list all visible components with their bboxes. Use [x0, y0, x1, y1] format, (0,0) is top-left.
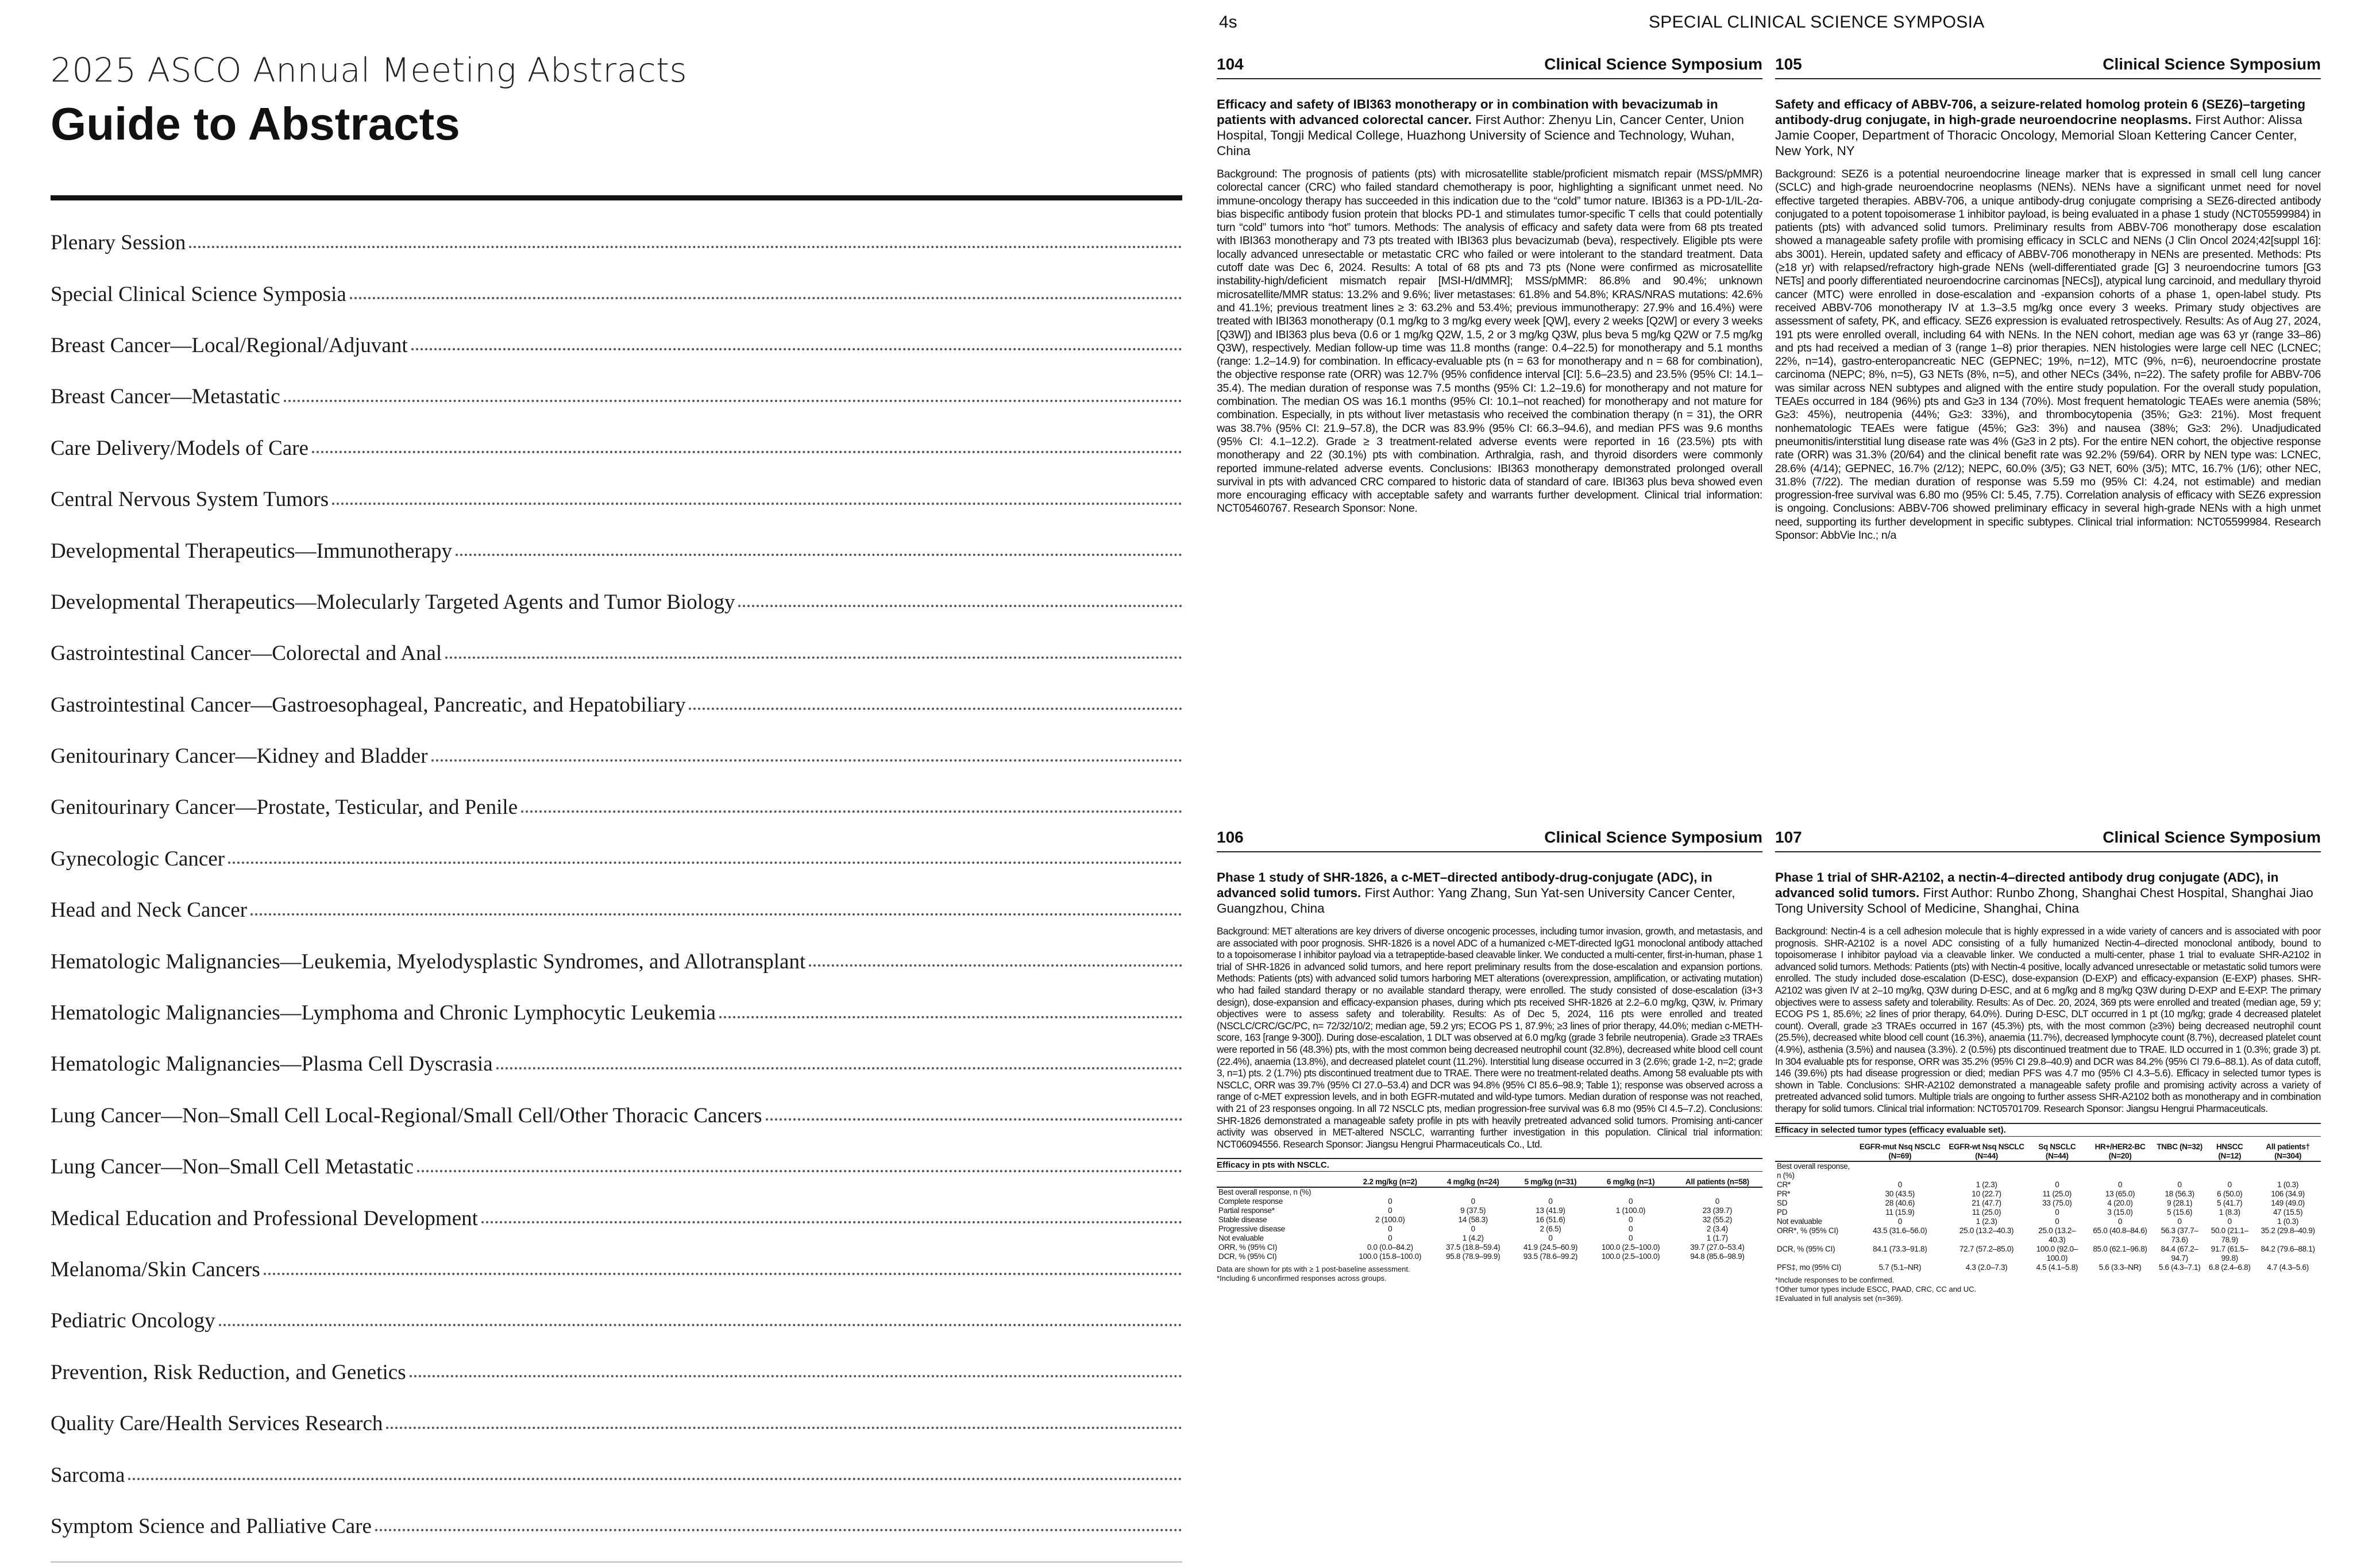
- table-cell: 0: [2177, 1180, 2182, 1189]
- toc-leader-dots: [738, 605, 1182, 607]
- table-cell: 0: [2055, 1207, 2059, 1216]
- guide-toc: [51, 217, 1182, 1552]
- table-cell: [2029, 1161, 2085, 1180]
- table-cell: 11 (25.0): [2042, 1189, 2072, 1198]
- table-caption: Efficacy in pts with NSCLC.: [1217, 1158, 1762, 1172]
- toc-leader-dots: [189, 246, 1182, 248]
- table-cell: 0: [2227, 1180, 2232, 1189]
- abstract-author: First Author: Runbo Zhong, Shanghai Chest Hospital, Shanghai Jiao Tong University School of Medicine, Shanghai, China: [1775, 886, 2313, 916]
- table-header-cell: [1775, 1142, 1856, 1161]
- table-cell: 1 (2.3): [1976, 1180, 1997, 1189]
- table-header-cell: [1217, 1177, 1346, 1187]
- abstract-body: Background: SEZ6 is a potential neuroendocrine lineage marker that is expressed in small cell lung cancer (SCLC) and high-grade neuroendocrine neoplasms (NENs). NENs have a significant unmet need for novel effective targeted therapies. ABBV-706, a unique antibody-drug conjugate comprising a SEZ6-directed antibody conjugated to a potent topoisomerase 1 inhibitor payload, is being evaluated in a phase 1 study (NCT05599984) in patients (pts) with advanced solid tumors. Preliminary results from ABBV-706 monotherapy dose escalation showed a manageable safety profile with promising efficacy in SCLC and NENs (J Clin Oncol 2024;42[suppl 16]: abs 3001). Herein, updated safety and efficacy of ABBV-706 monotherapy in NENs are presented. Methods: Pts (≥18 yr) with relapsed/refractory high-grade NENs (well-differentiated grade [G] 3 neuroendocrine tumors [G3 NETs] and poorly differentiated neuroendocrine carcinomas [NECs]), atypical lung carcinoid, and medullary thyroid cancer (MTC) were enrolled in dose-escalation and -expansion cohorts of a phase 1, open-label study. Pts received ABBV-706 monotherapy IV at 1.3–3.5 mg/kg once every 3 weeks. Primary study objectives are assessment of safety, PK, and efficacy. SEZ6 expression is evaluated retrospectively. Results: As of Aug 27, 2024, 191 pts were enrolled overall, including 64 with NENs. In the NEN cohort, median age was 63 yr (range 33–86) and pts had received a median of 3 (range 1–8) prior therapies. NEN histologies were large cell NEC (LCNEC; 22%, n=14), gastro-enteropancreatic NEC (GEPNEC; 19%, n=12), MTC (9%, n=6), neuroendocrine prostate carcinoma (NEPC; 8%, n=5), G3 NETs (8%, n=5), and other NECs (34%, n=22). The safety profile for ABBV-706 was similar across NEN subtypes and aligned with the entire study population. For the overall study population, TEAEs occurred in 184 (96%) pts and G≥3 in 134 (70%). Most frequent hematologic TEAEs were anemia (58%; G≥3: 45%), neutropenia (44%; G≥3: 33%), and thrombocytopenia (35%; G≥3: 21%). Most frequent nonhematologic TEAEs were fatigue (45%; G≥3: 3%) and nausea (38%; G≥3: 2%). Unadjudicated pneumonitis/interstitial lung disease rate was 4% (G≥3 in 2 pts). For the entire NEN cohort, the objective response rate (ORR) was 31.3% (20/64) and the clinical benefit rate was 92.2% (59/64). ORR by NEN type was: LCNEC, 28.6% (4/14); GEPNEC, 16.7% (2/12); NEPC, 60.0% (3/5); G3 NET, 60% (3/5); MTC, 16.7% (1/6); other NEC, 31.8% (7/22). The median duration of response was 5.59 mo (95% CI: 4.24, not estimable) and median progression-free survival was 6.80 mo (95% CI: 5.45, 7.75). Correlation analysis of efficacy with SEZ6 expression is ongoing. Conclusions: ABBV-706 showed preliminary efficacy in several high-grade NENs with a high unmet need, supporting its further development in specific subtypes. Clinical trial information: NCT05599984. Research Sponsor: AbbVie Inc.; n/a: [1775, 168, 2321, 542]
- table-cell: [1346, 1187, 1434, 1197]
- toc-entry-label: Sarcoma: [51, 1463, 128, 1488]
- toc-leader-dots: [689, 708, 1182, 710]
- toc-leader-dots: [228, 862, 1182, 864]
- table-cell: 1 (8.3): [2219, 1207, 2240, 1216]
- table-cell: [1512, 1187, 1590, 1197]
- table-note: Data are shown for pts with ≥ 1 post-baseline assessment.: [1217, 1265, 1410, 1274]
- table-cell: 1 (2.3): [1976, 1216, 1997, 1226]
- abstract-107: [1775, 828, 2321, 1303]
- table-cell: 0: [1388, 1225, 1392, 1234]
- table-header-row: [1775, 1142, 2321, 1161]
- toc-entry[interactable]: [51, 217, 1182, 268]
- table-cell: PFS‡, mo (95% CI): [1777, 1262, 1841, 1272]
- toc-entry[interactable]: [51, 1295, 1182, 1346]
- table-cell: 0: [1628, 1225, 1633, 1234]
- toc-leader-dots: [445, 656, 1182, 659]
- toc-leader-dots: [312, 451, 1182, 453]
- table-cell: PR*: [1777, 1189, 1791, 1198]
- toc-entry-label: Special Clinical Science Symposia: [51, 282, 350, 307]
- table-cell: Not evaluable: [1777, 1216, 1822, 1226]
- guide-title: Guide to Abstracts: [51, 98, 460, 149]
- table-cell: 4.7 (4.3–5.6): [2267, 1262, 2309, 1272]
- table-cell: 5.6 (3.3–NR): [2099, 1262, 2142, 1272]
- journal-page: [1201, 0, 2353, 1568]
- table-cell: 50.0 (21.1–78.9): [2211, 1226, 2248, 1244]
- table-cell: 39.7 (27.0–53.4): [1690, 1243, 1745, 1252]
- table-cell: 85.0 (62.1–96.8): [2093, 1244, 2147, 1253]
- guide-bottom-rule: [51, 1561, 1182, 1563]
- table-cell: 33 (75.0): [2042, 1198, 2072, 1207]
- table-cell: 0: [1548, 1197, 1553, 1206]
- toc-entry-label: Gastrointestinal Cancer—Gastroesophageal, Pancreatic, and Hepatobiliary: [51, 693, 689, 717]
- toc-leader-dots: [809, 964, 1182, 967]
- toc-leader-dots: [386, 1427, 1182, 1429]
- toc-leader-dots: [375, 1529, 1182, 1531]
- abstract-header: [1775, 828, 2321, 852]
- abstract-body: Background: The prognosis of patients (pts) with microsatellite stable/proficient mismatch repair (MSS/pMMR) colorectal cancer (CRC) who failed standard chemotherapy is poor, highlighting a significant unmet need. No immune-oncology therapy has succeeded in this indication due to the “cold” tumor nature. IBI363 is a PD-1/IL-2α-bias bispecific antibody fusion protein that blocks PD-1 and stimulates tumor-specific T cells that could potentially turn “cold” tumors into “hot” tumors. Methods: The analysis of efficacy and safety data were from 68 pts treated with IBI363 monotherapy and 73 pts treated with IBI363 plus bevacizumab (beva), respectively. Eligible pts were locally advanced unresectable or metastatic CRC who failed or were intolerant to the standard treatment. Data cutoff date was Dec 6, 2024. Results: A total of 68 pts and 73 pts (None were confirmed as microsatellite instability-high/deficient mismatch repair [MSI-H/dMMR]; MSS/pMMR: 86.8% and 90.4%; unknown microsatellite/MMR status: 13.2% and 9.6%; liver metastases: 61.8% and 54.8%; KRAS/NRAS mutations: 42.6% and 41.1%; previous treatment lines ≥ 3: 63.2% and 53.4%; previous immunotherapy: 27.9% and 16.4%) were treated with IBI363 monotherapy (0.1 mg/kg to 3 mg/kg every week [QW], every 2 weeks [Q2W] or every 3 weeks [Q3W]) and IBI363 plus beva (0.6 or 1 mg/kg Q2W, 1.5, 2 or 3 mg/kg Q3W, plus beva 5 mg/kg Q2W or 7.5 mg/kg Q3W), respectively. Median follow-up time was 11.8 months (range: 0.4–22.5) for monotherapy and 5.1 months (range: 1.2–14.9) for combination. In efficacy-evaluable pts (n = 63 for monotherapy and n = 68 for combination), the objective response rate (ORR) was 12.7% (95% confidence interval [CI]: 5.6–23.5) and 23.5% (95% CI: 14.1–35.4). The median duration of response was 7.5 months (95% CI: 1.2–19.6) for monotherapy and not mature for combination. The median OS was 16.1 months (95% CI: 10.1–not reached) for monotherapy and not mature for combination. Especially, in pts without liver metastasis who received the combination therapy (n = 31), the ORR was 38.7% (95% CI: 21.9–57.8), the DCR was 83.9% (95% CI: 66.3–94.6), and median PFS was 9.6 months (95% CI: 4.1–12.2). Grade ≥ 3 treatment-related adverse events were reported in 16 (23.5%) pts with monotherapy and 22 (30.1%) pts with combination. Arthralgia, rash, and thyroid disorders were commonly reported immune-related adverse events. Conclusions: IBI363 monotherapy demonstrated prolonged overall survival in pts with advanced CRC compared to historic data of standard of care. IBI363 plus beva showed even more encouraging efficacy with acceptable safety and warrants further development. Clinical trial information: NCT05460767. Research Sponsor: None.: [1217, 168, 1762, 515]
- table-cell: 1 (100.0): [1615, 1206, 1646, 1215]
- abstract-body: Background: Nectin-4 is a cell adhesion molecule that is highly expressed in a wide variety of cancers and is associated with poor prognosis. SHR-A2102 is a novel ADC consisting of a fully humanized Nectin-4–directed monoclonal antibody, bound to topoisomerase I inhibitor payload via a cleavable linker. We conducted a multi-center, phase 1 trial to evaluate SHR-A2102 in advanced solid tumors. Methods: Patients (pts) with Nectin-4 positive, locally advanced unresectable or metastatic solid tumors were enrolled. The study included dose-escalation (D-ESC), dose-expansion (D-EXP) and efficacy-expansion (E-EXP) phases. SHR-A2102 was given IV at 2–10 mg/kg, Q3W during D-ESC, and at 6 mg/kg and 8 mg/kg Q3W during D-EXP and E-EXP. The primary objectives were to assess safety and tolerability. Results: As of Dec. 20, 2024, 369 pts were enrolled and treated (median age, 59 y; ECOG PS 1, 85.6%; ≥2 lines of prior therapy, 64.0%). During D-ESC, DLT occurred in 1 pt (10 mg/kg; grade 4 decreased platelet count). Overall, grade ≥3 TRAEs occurred in 167 (45.3%) pts, with the most common (≥3%) being decreased neutrophil count (25.5%), decreased white blood cell count (16.3%), anaemia (11.7%), decreased lymphocyte count (8.7%), decreased platelet count (4.9%), asthenia (3.5%) and nausea (3.3%). 2 (0.5%) pts discontinued treatment due to TRAE. ILD occurred in 1 (0.3%; grade 3) pt. In 304 evaluable pts for response, ORR was 35.2% (95% CI 29.8–40.9) and DCR was 84.2% (95% CI 79.6–88.1). As of data cutoff, 146 (39.6%) pts had disease progression or died; median PFS was 4.7 mo (95% CI 4.3–5.6). Efficacy in selected tumor types is shown in Table. Conclusions: SHR-A2102 demonstrated a manageable safety profile and promising activity across a variety of pretreated advanced solid tumors. Multiple trials are ongoing to further assess SHR-A2102 both as monotherapy and in combination therapy for solid tumors. Clinical trial information: NCT05701709. Research Sponsor: Jiangsu Hengrui Pharmaceuticals.: [1775, 925, 2321, 1114]
- table-cell: ORR, % (95% CI): [1218, 1243, 1278, 1252]
- table-cell: 25.0 (13.2–40.3): [2038, 1226, 2076, 1244]
- table-cell: 0: [1388, 1206, 1392, 1215]
- toc-entry-label: Developmental Therapeutics—Molecularly Targeted Agents and Tumor Biology: [51, 590, 738, 615]
- toc-entry-label: Hematologic Malignancies—Lymphoma and Chronic Lymphocytic Leukemia: [51, 1001, 719, 1025]
- table-cell: DCR, % (95% CI): [1777, 1244, 1835, 1253]
- table-cell: [1589, 1187, 1672, 1197]
- page-number: 4s: [1219, 13, 1237, 32]
- table-cell: [2255, 1161, 2321, 1180]
- toc-entry[interactable]: [51, 731, 1182, 782]
- table-cell: 5 (41.7): [2217, 1198, 2243, 1207]
- toc-leader-dots: [456, 554, 1182, 556]
- table-cell: 47 (15.5): [2273, 1207, 2303, 1216]
- abstract-title-block: [1775, 96, 2321, 159]
- toc-leader-dots: [496, 1067, 1182, 1069]
- toc-entry-label: Lung Cancer—Non–Small Cell Local-Regional/Small Cell/Other Thoracic Cancers: [51, 1103, 766, 1128]
- toc-entry[interactable]: [51, 1038, 1182, 1090]
- abstract-category: Clinical Science Symposium: [1544, 828, 1762, 846]
- table-cell: 0: [1715, 1197, 1719, 1206]
- table-cell: 1 (4.2): [1462, 1234, 1484, 1243]
- toc-entry[interactable]: [51, 1090, 1182, 1141]
- guide-divider: [51, 195, 1182, 200]
- table-cell: 0: [1548, 1234, 1553, 1243]
- table-row: [1775, 1180, 2321, 1189]
- table-cell: 84.1 (73.3–91.8): [1873, 1244, 1927, 1253]
- toc-entry[interactable]: [51, 782, 1182, 833]
- abstract-title: Phase 1 study of SHR-1826, a c-MET–directed antibody-drug-conjugate (ADC), in advanced solid tumors.: [1217, 870, 1712, 900]
- toc-entry[interactable]: [51, 987, 1182, 1038]
- table-row: [1217, 1234, 1762, 1243]
- table-cell: [1944, 1161, 2028, 1180]
- toc-entry-label: Melanoma/Skin Cancers: [51, 1257, 264, 1282]
- table-cell: Best overall response, n (%): [1777, 1161, 1850, 1180]
- table-cell: 4.3 (2.0–7.3): [1965, 1262, 2008, 1272]
- table-cell: [2085, 1161, 2155, 1180]
- table-cell: ORR*, % (95% CI): [1777, 1226, 1838, 1235]
- abstract-number: 106: [1217, 828, 1244, 846]
- table-cell: 4 (20.0): [2107, 1198, 2133, 1207]
- toc-leader-dots: [332, 503, 1182, 505]
- table-cell: 13 (41.9): [1536, 1206, 1565, 1215]
- table-cell: Partial response*: [1218, 1206, 1275, 1215]
- table-header-cell: EGFR-mut Nsq NSCLC (N=69): [1856, 1142, 1944, 1161]
- table-cell: 5 (15.6): [2167, 1207, 2193, 1216]
- table-cell: 0: [1897, 1216, 1902, 1226]
- table-header-cell: HNSCC (N=12): [2204, 1142, 2255, 1161]
- toc-entry-label: Genitourinary Cancer—Prostate, Testicular, and Penile: [51, 795, 521, 820]
- toc-leader-dots: [431, 759, 1182, 762]
- abstract-body: Background: MET alterations are key drivers of diverse oncogenic processes, including tumor invasion, growth, and metastasis, and are associated with poor prognosis. SHR-1826 is a novel ADC of a humanized c-MET-directed IgG1 monoclonal antibody attached to a topoisomerase I inhibitor payload via a tetrapeptide-based cleavable linker. We conducted a multi-center, first-in-human, phase 1 trial of SHR-1826 in advanced solid tumors, and here report preliminary results from the dose-escalation and expansion portions. Methods: Patients (pts) with advanced solid tumors harboring MET alterations (overexpression, amplification, or activating mutation) who had failed standard therapy or no available standard therapy, were enrolled. The study consisted of dose-escalation (i3+3 design), dose-expansion and efficacy-expansion phases, during which pts received SHR-1826 at 2.2–6.0 mg/kg, Q3W, iv. Primary objectives were to assess safety and tolerability. Results: As of Dec 5, 2024, 116 pts were enrolled and treated (NSCLC/CRC/GC/PC, n= 72/32/10/2; median age, 59.2 yrs; ECOG PS 1, 87.9%; ≥3 lines of prior therapy, 44.0%; median c-METH-score, 163 [range 9-300]). During dose-escalation, 1 DLT was observed at 6.0 mg/kg (grade 3 febrile neutropenia). Grade ≥3 TRAEs were reported in 56 (48.3%) pts, with the most common being decreased neutrophil count (32.8%), decreased white blood cell count (22.4%), anaemia (13.8%), and decreased platelet count (11.2%). Interstitial lung disease occurred in 3 (2.6%; grade 1-2, n=2; grade 3, n=1) pts. 2 (1.7%) pts discontinued treatment due to TRAE. There were no treatment-related deaths. Among 58 evaluable pts with NSCLC, ORR was 39.7% (95% CI 27.0–53.4) and DCR was 94.8% (95% CI 85.6–98.9; Table 1); response was observed across a range of c-MET expression levels, and in both EGFR-mutated and wild-type tumors. Median duration of response was not reached, with 21 of 23 responses ongoing. In all 72 NSCLC pts, median progression-free survival was 6.8 mo (95% CI 4.5–7.2). Conclusions: SHR-1826 demonstrated a manageable safety profile in pts with heavily pretreated advanced solid tumors. Promising anti-cancer activity was observed in MET-altered NSCLC, warranting further investigation in this population. Clinical trial information: NCT06094556. Research Sponsor: Jiangsu Hengrui Pharmaceuticals Co., Ltd.: [1217, 925, 1762, 1150]
- table-header-cell: All patients (n=58): [1672, 1177, 1762, 1187]
- abstract-header: [1775, 55, 2321, 79]
- table-cell: 9 (37.5): [1460, 1206, 1486, 1215]
- table-cell: 18 (56.3): [2165, 1189, 2194, 1198]
- table-cell: 100.0 (92.0–100.0): [2036, 1244, 2078, 1262]
- table-note: †Other tumor types include ESCC, PAAD, CRC, CC and UC.: [1775, 1284, 1977, 1293]
- abstract-author: First Author: Yang Zhang, Sun Yat-sen University Cancer Center, Guangzhou, China: [1217, 886, 1735, 916]
- table-row: [1217, 1243, 1762, 1252]
- toc-entry[interactable]: [51, 885, 1182, 936]
- table-cell: 0: [1388, 1197, 1392, 1206]
- toc-entry-label: Prevention, Risk Reduction, and Genetics: [51, 1360, 410, 1385]
- table-cell: 0: [1388, 1234, 1392, 1243]
- toc-entry[interactable]: [51, 577, 1182, 628]
- table-cell: 1 (0.3): [2277, 1216, 2299, 1226]
- table-cell: 2 (3.4): [1706, 1225, 1728, 1234]
- table-row: [1775, 1263, 2321, 1272]
- table-row: [1775, 1189, 2321, 1199]
- abstract-104: [1217, 55, 1762, 516]
- table-cell: 100.0 (2.5–100.0): [1601, 1252, 1660, 1261]
- toc-entry[interactable]: [51, 1141, 1182, 1192]
- toc-entry-label: Plenary Session: [51, 230, 189, 255]
- table-cell: 5.6 (4.3–7.1): [2158, 1262, 2201, 1272]
- table-cell: 1 (1.7): [1706, 1234, 1728, 1243]
- table-cell: Progressive disease: [1218, 1225, 1285, 1234]
- toc-leader-dots: [481, 1221, 1182, 1223]
- abstract-105: [1775, 55, 2321, 542]
- abstract-title: Efficacy and safety of IBI363 monotherapy or in combination with bevacizumab in patients with advanced colorectal cancer.: [1217, 97, 1718, 127]
- abstract-title: Phase 1 trial of SHR-A2102, a nectin-4–directed antibody drug conjugate (ADC), in advanced solid tumors.: [1775, 870, 2279, 900]
- abstract-author: First Author: Zhenyu Lin, Cancer Center, Union Hospital, Tongji Medical College, Huazhong University of Science and Technology, Wuhan, China: [1217, 113, 1744, 158]
- toc-entry-label: Medical Education and Professional Development: [51, 1206, 481, 1231]
- toc-entry[interactable]: [51, 423, 1182, 474]
- table-cell: 4.5 (4.1–5.8): [2036, 1262, 2078, 1272]
- table-cell: 3 (15.0): [2107, 1207, 2133, 1216]
- table-cell: [2204, 1161, 2255, 1180]
- toc-entry-label: Gynecologic Cancer: [51, 847, 228, 871]
- table-note: ‡Evaluated in full analysis set (n=369).: [1775, 1293, 1903, 1303]
- table-caption: Efficacy in selected tumor types (efficacy evaluable set).: [1775, 1123, 2321, 1137]
- table-cell: 0: [2055, 1216, 2059, 1226]
- table-cell: 13 (65.0): [2105, 1189, 2135, 1198]
- guide-panel: [51, 0, 1183, 1568]
- table-cell: 2 (100.0): [1375, 1215, 1405, 1225]
- table-row: [1775, 1199, 2321, 1208]
- toc-leader-dots: [521, 810, 1182, 813]
- table-row: [1217, 1206, 1762, 1215]
- table-cell: Complete response: [1218, 1197, 1283, 1206]
- table-cell: 0: [1628, 1234, 1633, 1243]
- table-cell: 5.7 (5.1–NR): [1878, 1262, 1922, 1272]
- table-cell: 65.0 (40.8–84.6): [2093, 1226, 2147, 1235]
- toc-entry-label: Head and Neck Cancer: [51, 898, 250, 922]
- table-cell: 72.7 (57.2–85.0): [1959, 1244, 2014, 1253]
- table-cell: 35.2 (29.8–40.9): [2261, 1226, 2315, 1235]
- table-cell: [1672, 1187, 1762, 1197]
- table-row: [1775, 1245, 2321, 1263]
- table-row: [1217, 1225, 1762, 1234]
- toc-leader-dots: [766, 1118, 1183, 1121]
- table-cell: 6 (50.0): [2217, 1189, 2243, 1198]
- table-header-cell: Sq NSCLC (N=44): [2029, 1142, 2085, 1161]
- table-cell: 0: [1471, 1225, 1475, 1234]
- table-cell: 30 (43.5): [1885, 1189, 1915, 1198]
- table-cell: 16 (51.6): [1536, 1215, 1565, 1225]
- table-header-row: [1217, 1177, 1762, 1187]
- toc-entry[interactable]: [51, 525, 1182, 576]
- table-cell: Best overall response, n (%): [1218, 1188, 1311, 1197]
- toc-entry[interactable]: [51, 1449, 1182, 1500]
- toc-entry[interactable]: [51, 679, 1182, 731]
- abstract-title: Safety and efficacy of ABBV-706, a seizure-related homolog protein 6 (SEZ6)–targeting antibody-drug conjugate, in high-grade neuroendocrine neoplasms.: [1775, 97, 2306, 127]
- table-cell: 14 (58.3): [1458, 1215, 1488, 1225]
- toc-entry[interactable]: [51, 268, 1182, 319]
- table-cell: 106 (34.9): [2271, 1189, 2305, 1198]
- table-note: *Including 6 unconfirmed responses across groups.: [1217, 1274, 1387, 1283]
- table-cell: 0: [1628, 1215, 1633, 1225]
- table-cell: [1434, 1187, 1512, 1197]
- table-cell: 0: [2055, 1180, 2059, 1189]
- table-cell: 84.4 (67.2–94.7): [2161, 1244, 2198, 1262]
- table-row: [1775, 1226, 2321, 1245]
- toc-entry-label: Gastrointestinal Cancer—Colorectal and Anal: [51, 641, 445, 666]
- table-row: [1775, 1208, 2321, 1217]
- toc-entry[interactable]: [51, 628, 1182, 679]
- toc-entry[interactable]: [51, 833, 1182, 885]
- abstract-number: 107: [1775, 828, 1802, 846]
- table-cell: 0: [1897, 1180, 1902, 1189]
- table-cell: 25.0 (13.2–40.3): [1959, 1226, 2014, 1235]
- table-cell: PD: [1777, 1207, 1788, 1216]
- toc-entry-label: Genitourinary Cancer—Kidney and Bladder: [51, 744, 431, 768]
- table-cell: 37.5 (18.8–59.4): [1446, 1243, 1500, 1252]
- table-header-cell: TNBC (N=32): [2155, 1142, 2204, 1161]
- toc-entry-label: Central Nervous System Tumors: [51, 487, 332, 512]
- table-header-cell: EGFR-wt Nsq NSCLC (N=44): [1944, 1142, 2028, 1161]
- toc-entry[interactable]: [51, 1347, 1182, 1398]
- toc-leader-dots: [350, 297, 1182, 299]
- toc-entry[interactable]: [51, 474, 1182, 525]
- toc-entry-label: Care Delivery/Models of Care: [51, 436, 312, 461]
- toc-entry[interactable]: [51, 1244, 1182, 1295]
- abstract-category: Clinical Science Symposium: [1544, 55, 1762, 73]
- table-cell: 0: [2117, 1180, 2123, 1189]
- efficacy-table: [1217, 1177, 1762, 1261]
- table-header-cell: 5 mg/kg (n=31): [1512, 1177, 1590, 1187]
- table-cell: 23 (39.7): [1702, 1206, 1733, 1215]
- abstract-106: [1217, 828, 1762, 1283]
- table-header-cell: 4 mg/kg (n=24): [1434, 1177, 1512, 1187]
- abstract-header: [1217, 55, 1762, 79]
- table-cell: Not evaluable: [1218, 1234, 1264, 1243]
- table-cell: CR*: [1777, 1180, 1791, 1189]
- table-header-cell: 2.2 mg/kg (n=2): [1346, 1177, 1434, 1187]
- table-cell: 41.9 (24.5–60.9): [1523, 1243, 1578, 1252]
- toc-leader-dots: [410, 1375, 1182, 1377]
- abstract-author: First Author: Alissa Jamie Cooper, Department of Thoracic Oncology, Memorial Sloan Kettering Cancer Center, New York, NY: [1775, 113, 2302, 158]
- table-cell: 28 (40.6): [1885, 1198, 1915, 1207]
- table-cell: [1856, 1161, 1944, 1180]
- toc-leader-dots: [264, 1273, 1182, 1275]
- toc-leader-dots: [128, 1478, 1182, 1480]
- table-cell: 0: [2227, 1216, 2232, 1226]
- table-header-cell: 6 mg/kg (n=1): [1589, 1177, 1672, 1187]
- table-row: [1217, 1187, 1762, 1197]
- table-notes: [1217, 1265, 1762, 1283]
- table-row: [1217, 1252, 1762, 1261]
- table-note: *Include responses to be confirmed.: [1775, 1275, 1895, 1284]
- table-cell: 0: [2177, 1216, 2182, 1226]
- abstract-header: [1217, 828, 1762, 852]
- abstract-title-block: [1217, 870, 1762, 916]
- table-cell: 93.5 (78.6–99.2): [1523, 1252, 1578, 1261]
- toc-entry[interactable]: [51, 320, 1182, 371]
- toc-entry[interactable]: [51, 1398, 1182, 1449]
- abstract-title-block: [1775, 870, 2321, 916]
- table-cell: 32 (55.2): [1702, 1215, 1733, 1225]
- toc-leader-dots: [219, 1324, 1182, 1326]
- table-cell: SD: [1777, 1198, 1788, 1207]
- table-cell: 43.5 (31.6–56.0): [1873, 1226, 1927, 1235]
- table-header-cell: HR+/HER2-BC (N=20): [2085, 1142, 2155, 1161]
- table-cell: 0.0 (0.0–84.2): [1367, 1243, 1413, 1252]
- toc-entry-label: Breast Cancer—Metastatic: [51, 384, 284, 409]
- table-cell: 21 (47.7): [1972, 1198, 2001, 1207]
- running-header: SPECIAL CLINICAL SCIENCE SYMPOSIA: [1649, 13, 1985, 32]
- table-cell: 11 (25.0): [1972, 1207, 2001, 1216]
- guide-subtitle: 2025 ASCO Annual Meeting Abstracts: [51, 51, 688, 90]
- toc-entry-label: Hematologic Malignancies—Plasma Cell Dyscrasia: [51, 1052, 496, 1076]
- toc-entry-label: Symptom Science and Palliative Care: [51, 1514, 375, 1539]
- toc-leader-dots: [417, 1170, 1182, 1172]
- toc-entry[interactable]: [51, 936, 1182, 987]
- table-cell: 2 (6.5): [1540, 1225, 1561, 1234]
- table-row: [1775, 1161, 2321, 1180]
- table-cell: 10 (22.7): [1972, 1189, 2001, 1198]
- abstract-number: 104: [1217, 55, 1244, 73]
- toc-entry-label: Developmental Therapeutics—Immunotherapy: [51, 539, 456, 563]
- table-notes: [1775, 1276, 2321, 1303]
- toc-leader-dots: [411, 348, 1182, 350]
- toc-entry-label: Pediatric Oncology: [51, 1308, 219, 1333]
- toc-leader-dots: [284, 400, 1182, 402]
- toc-entry[interactable]: [51, 1192, 1182, 1243]
- toc-leader-dots: [250, 913, 1182, 916]
- table-cell: 94.8 (85.6–98.9): [1690, 1252, 1745, 1261]
- toc-entry-label: Hematologic Malignancies—Leukemia, Myelodysplastic Syndromes, and Allotransplant: [51, 949, 809, 974]
- abstract-number: 105: [1775, 55, 1802, 73]
- toc-entry[interactable]: [51, 1501, 1182, 1552]
- table-cell: 1 (0.3): [2277, 1180, 2299, 1189]
- table-cell: 56.3 (37.7–73.6): [2161, 1226, 2198, 1244]
- table-cell: 84.2 (79.6–88.1): [2261, 1244, 2315, 1253]
- table-cell: 100.0 (15.8–100.0): [1359, 1252, 1422, 1261]
- toc-entry-label: Lung Cancer—Non–Small Cell Metastatic: [51, 1154, 417, 1179]
- abstract-category: Clinical Science Symposium: [2103, 55, 2321, 73]
- efficacy-table: [1775, 1142, 2321, 1272]
- table-cell: 0: [1628, 1197, 1633, 1206]
- table-cell: 9 (28.1): [2167, 1198, 2193, 1207]
- table-cell: 91.7 (61.5–99.8): [2211, 1244, 2248, 1262]
- toc-entry-label: Breast Cancer—Local/Regional/Adjuvant: [51, 333, 411, 358]
- table-cell: 100.0 (2.5–100.0): [1601, 1243, 1660, 1252]
- table-cell: 95.8 (78.9–99.9): [1446, 1252, 1500, 1261]
- table-header-cell: All patients† (N=304): [2255, 1142, 2321, 1161]
- table-cell: 0: [1471, 1197, 1475, 1206]
- table-row: [1775, 1217, 2321, 1226]
- abstract-category: Clinical Science Symposium: [2103, 828, 2321, 846]
- abstract-title-block: [1217, 96, 1762, 159]
- table-cell: DCR, % (95% CI): [1218, 1252, 1277, 1261]
- table-cell: 11 (15.9): [1885, 1207, 1915, 1216]
- table-cell: 0: [2117, 1216, 2123, 1226]
- table-cell: 149 (49.0): [2271, 1198, 2305, 1207]
- table-cell: Stable disease: [1218, 1215, 1267, 1225]
- toc-leader-dots: [719, 1016, 1182, 1018]
- table-cell: 6.8 (2.4–6.8): [2208, 1262, 2251, 1272]
- toc-entry-label: Quality Care/Health Services Research: [51, 1411, 386, 1436]
- toc-entry[interactable]: [51, 371, 1182, 422]
- table-row: [1217, 1215, 1762, 1225]
- table-cell: [2155, 1161, 2204, 1180]
- table-row: [1217, 1197, 1762, 1206]
